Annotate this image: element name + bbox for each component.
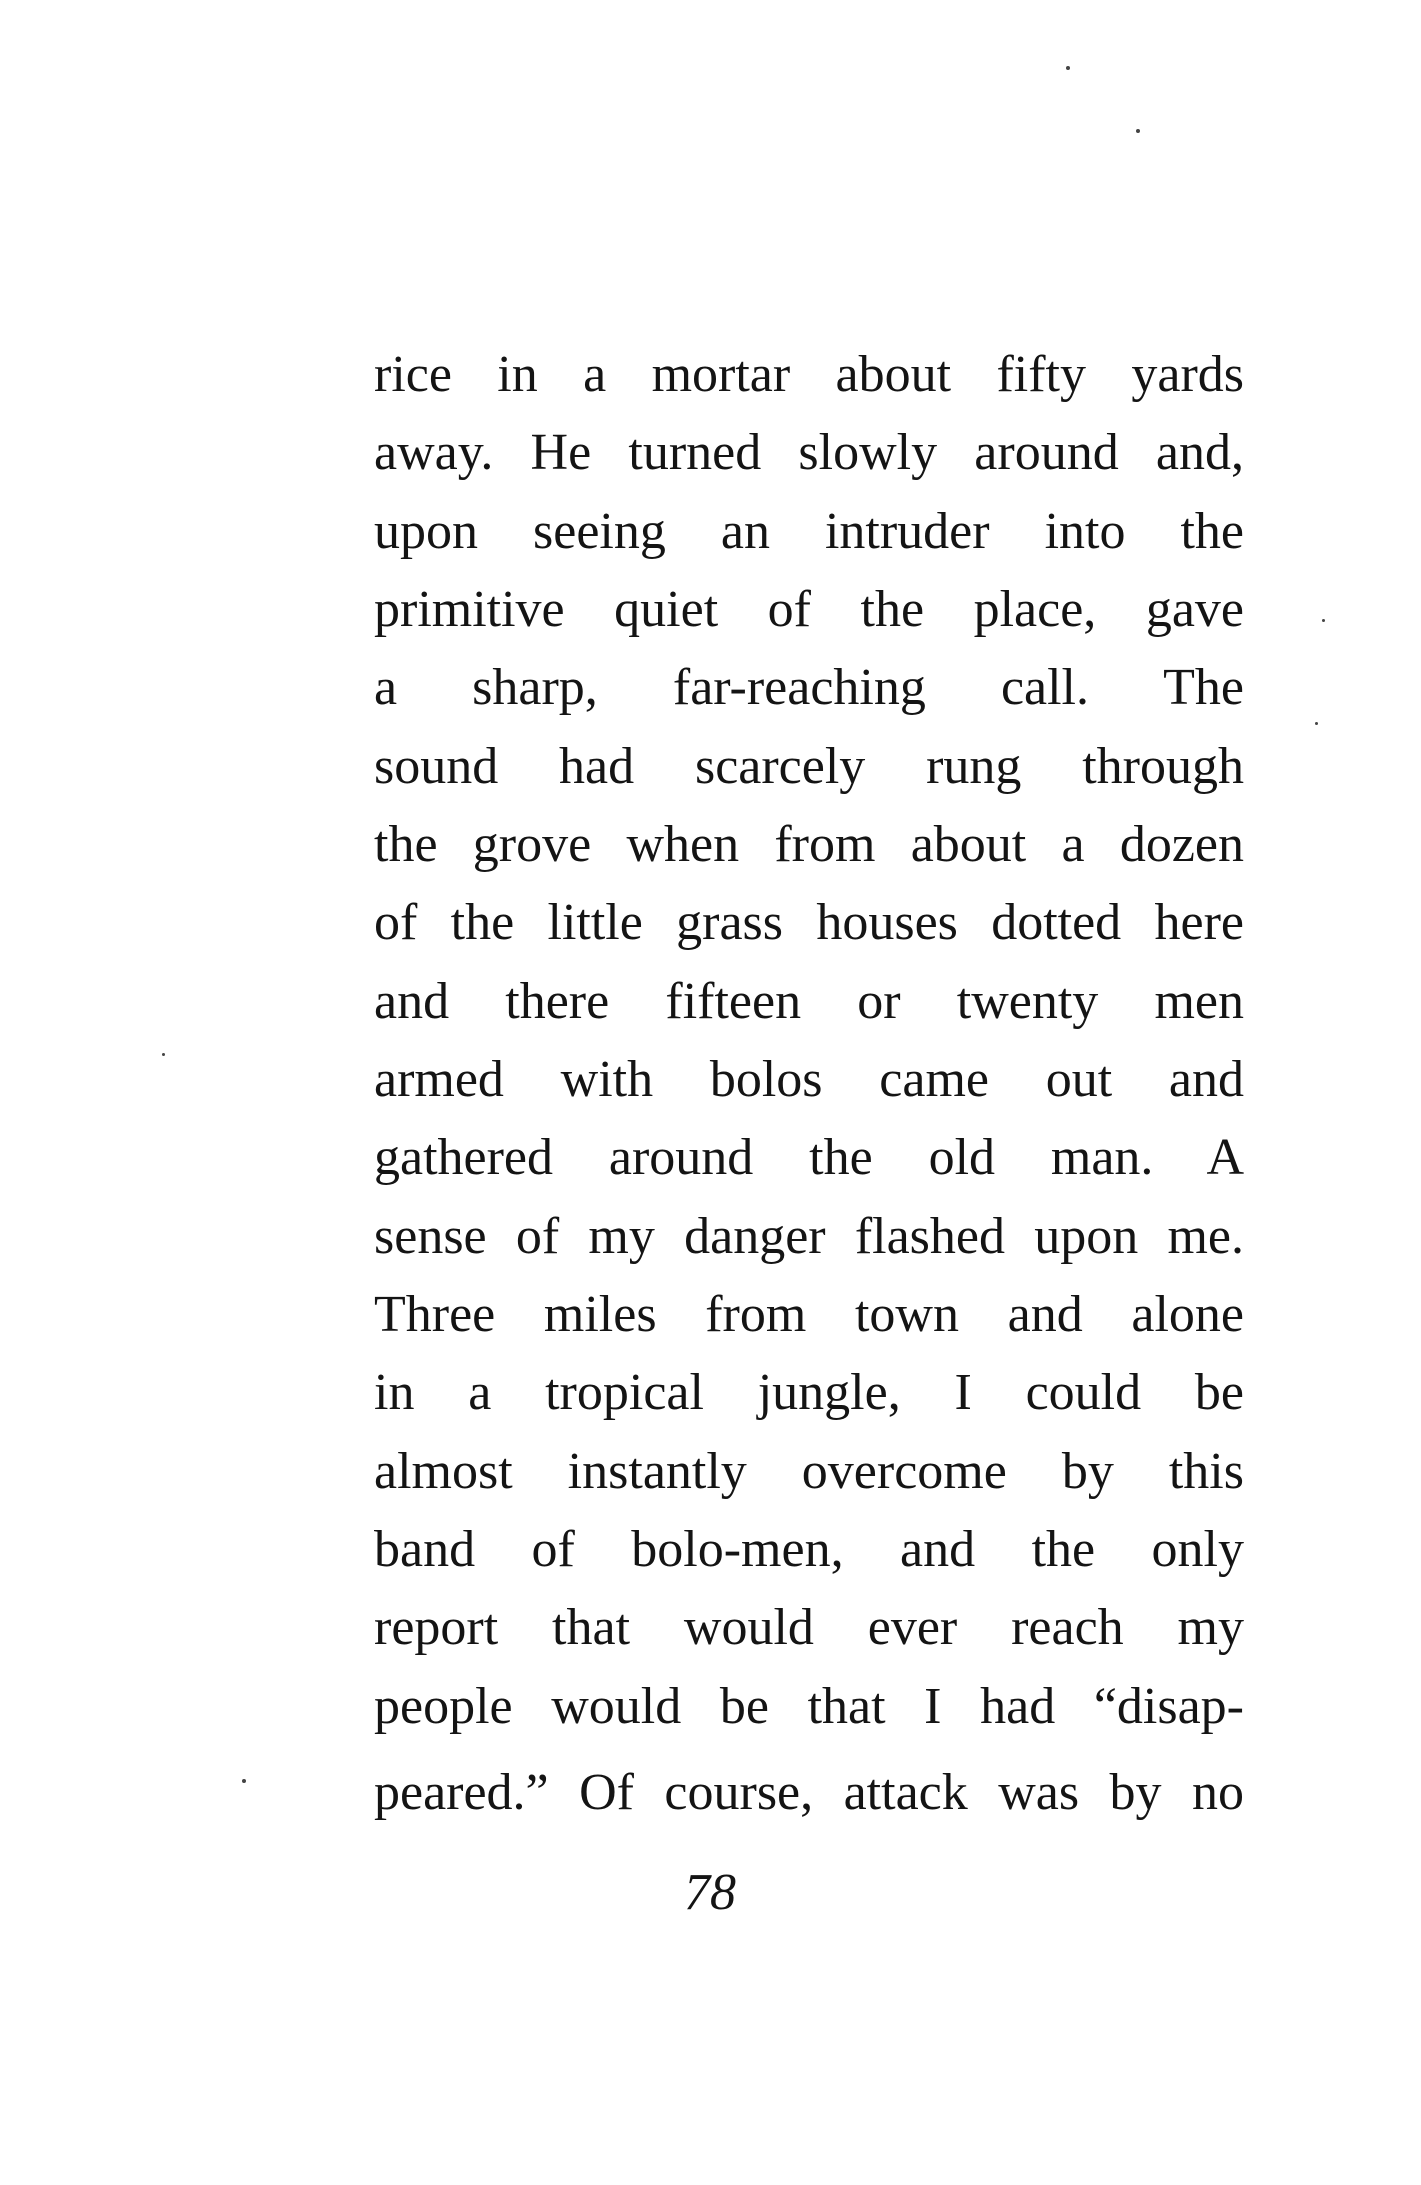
scan-speck: [1315, 722, 1318, 725]
text-line: and there fifteen or twenty men: [374, 973, 1244, 1030]
text-line: primitive quiet of the place, gave: [374, 581, 1244, 638]
page-number: 78: [684, 1864, 736, 1921]
text-line: Three miles from town and alone: [374, 1286, 1244, 1343]
text-line: rice in a mortar about fifty yards: [374, 346, 1244, 403]
scan-speck: [1066, 66, 1070, 70]
text-line: a sharp, far-reaching call. The: [374, 659, 1244, 716]
scan-speck: [242, 1779, 246, 1783]
text-line: in a tropical jungle, I could be: [374, 1364, 1244, 1421]
text-line: armed with bolos came out and: [374, 1051, 1244, 1108]
text-line: the grove when from about a dozen: [374, 816, 1244, 873]
text-line: peared.” Of course, attack was by no: [374, 1764, 1244, 1821]
text-line: band of bolo-men, and the only: [374, 1521, 1244, 1578]
text-line: almost instantly overcome by this: [374, 1443, 1244, 1500]
text-line: sense of my danger flashed upon me.: [374, 1208, 1244, 1265]
text-line: away. He turned slowly around and,: [374, 424, 1244, 481]
scan-speck: [1322, 619, 1325, 622]
scan-speck: [162, 1053, 165, 1056]
text-line: upon seeing an intruder into the: [374, 503, 1244, 560]
scan-speck: [1136, 129, 1140, 133]
text-line: report that would ever reach my: [374, 1599, 1244, 1656]
text-line: sound had scarcely rung through: [374, 738, 1244, 795]
text-line: of the little grass houses dotted here: [374, 894, 1244, 951]
text-line: people would be that I had “disap-: [374, 1678, 1244, 1735]
text-line: gathered around the old man. A: [374, 1129, 1244, 1186]
